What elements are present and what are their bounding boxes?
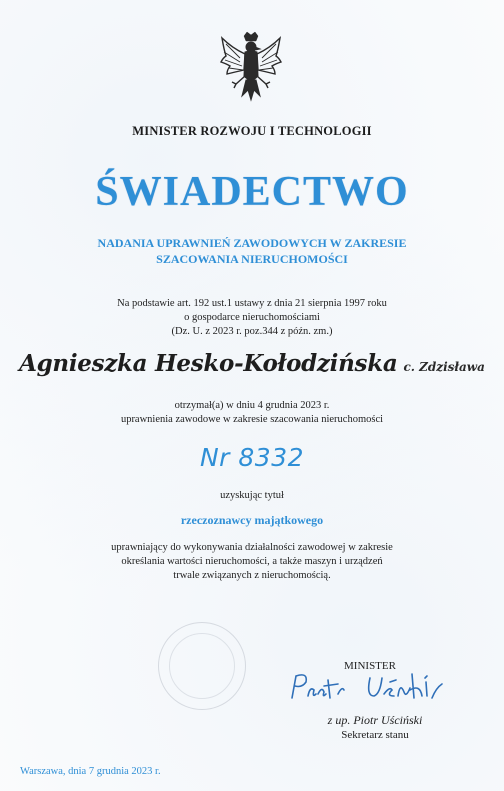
certificate-subtitle-line1: NADANIA UPRAWNIEŃ ZAWODOWYCH W ZAKRESIE <box>97 236 407 250</box>
authorization-line: uprawniający do wykonywania działalności zawodowej w zakresie <box>111 542 393 553</box>
official-seal-icon <box>158 622 246 710</box>
seal-inner-ring <box>169 633 235 699</box>
handwritten-signature-icon <box>286 668 456 712</box>
place-and-date: Warszawa, dnia 7 grudnia 2023 r. <box>20 766 161 777</box>
professional-title: rzeczoznawcy majątkowego <box>180 513 324 527</box>
received-line: uprawnienia zawodowe w zakresie szacowania nieruchomości <box>120 414 384 425</box>
polish-eagle-emblem-icon <box>218 30 284 110</box>
authorization-line: określania wartości nieruchomości, a także maszyn i urządzeń <box>121 556 383 567</box>
legal-basis-line: Na podstawie art. 192 ust.1 ustawy z dnia 21 sierpnia 1997 roku <box>117 298 387 309</box>
authorization-line: trwale związanych z nieruchomością. <box>173 570 331 581</box>
obtaining-title-text: uzyskując tytuł <box>220 490 284 501</box>
legal-basis-line: o gospodarce nieruchomościami <box>184 312 320 323</box>
legal-basis-line: (Dz. U. z 2023 r. poz.344 z późn. zm.) <box>171 326 333 337</box>
certificate-number: Nr 8332 <box>199 443 305 472</box>
minister-label: MINISTER <box>344 660 396 672</box>
certificate-title: ŚWIADECTWO <box>95 169 409 215</box>
holder-row <box>0 350 504 377</box>
father-name: c. Zdzisława <box>403 360 485 374</box>
on-behalf-signatory: z up. Piotr Uściński <box>327 713 423 727</box>
certificate-subtitle-line2: SZACOWANIA NIERUCHOMOŚCI <box>156 252 348 266</box>
ministry-heading: MINISTER ROZWOJU I TECHNOLOGII <box>132 124 372 138</box>
holder-name: Agnieszka Hesko-Kołodzińska <box>19 350 398 377</box>
received-line: otrzymał(a) w dniu 4 grudnia 2023 r. <box>174 400 330 411</box>
signatory-position: Sekretarz stanu <box>341 729 409 741</box>
